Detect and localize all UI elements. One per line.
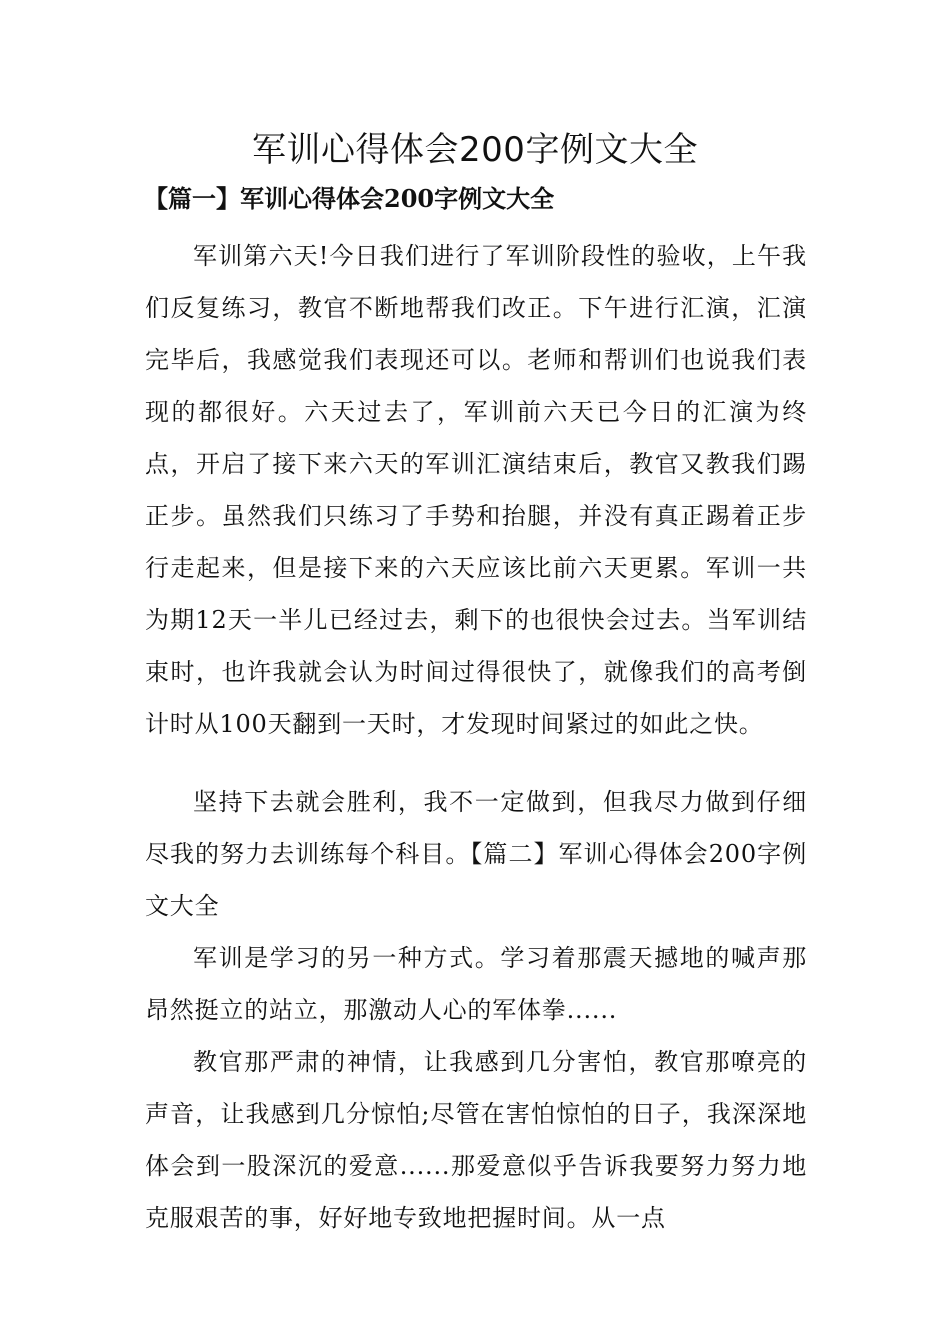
- document-title: 军训心得体会200字例文大全: [252, 130, 698, 170]
- paragraph-2: 坚持下去就会胜利，我不一定做到，但我尽力做到仔细尽我的努力去训练每个科目。【篇二】军训心得体会200字例文大全: [145, 788, 807, 920]
- paragraph-4: 教官那严肃的神情，让我感到几分害怕，教官那嘹亮的声音，让我感到几分惊怕;尽管在害怕惊怕的日子，我深深地体会到一股深沉的爱意......那爱意似乎告诉我要努力努力地克服艰苦的事，好好地专致地把握时间。从一点: [145, 1048, 807, 1232]
- paragraph-3: 军训是学习的另一种方式。学习着那震天撼地的喊声那昂然挺立的站立，那激动人心的军体拳......: [145, 944, 807, 1024]
- section-heading: 【篇一】军训心得体会200字例文大全: [144, 184, 555, 213]
- paragraph-1: 军训第六天!今日我们进行了军训阶段性的验收，上午我们反复练习，教官不断地帮我们改正。下午进行汇演，汇演完毕后，我感觉我们表现还可以。老师和帮训们也说我们表现的都很好。六天过去了，军训前六天已今日的汇演为终点，开启了接下来六天的军训汇演结束后，教官又教我们踢正步。虽然我们只练习了手势和抬腿，并没有真正踢着正步行走起来，但是接下来的六天应该比前六天更累。军训一共为期12天一半儿已经过去，剩下的也很快会过去。当军训结束时，也许我就会认为时间过得很快了，就像我们的高考倒计时从100天翻到一天时，才发现时间紧过的如此之快。: [145, 242, 807, 738]
